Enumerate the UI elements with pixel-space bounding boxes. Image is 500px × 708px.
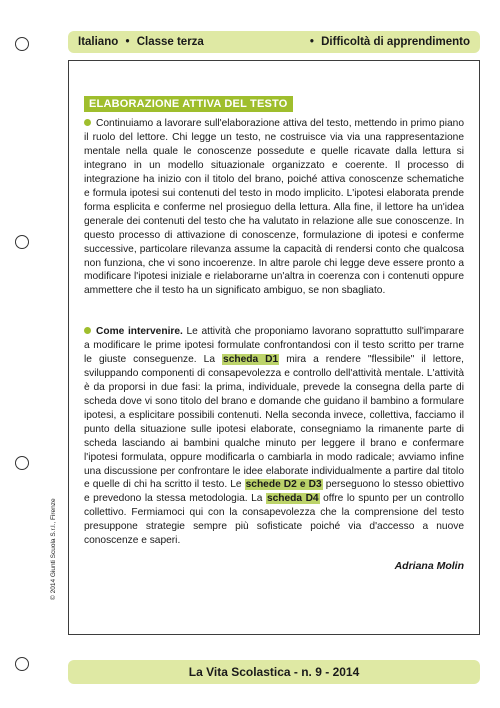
header-subject: Italiano [78,36,119,48]
paragraph-text-b: mira a rendere "flessibile" il lettore, sviluppando componenti di consapevolezza e controllo dell'attività mentale. L'attività è da proporsi in due fasi: la prima, individuale, prevede la consegna della parte di scheda dove vi sono titolo del brano e domande che guidano il bambino a formulare ipotesi, a esplicitare possibili contenuti. Nella seconda invece, collettiva, facciamo il punto della situazione sulle ipotesi elaborate, consegniamo la rimanente parte di scheda lasciando ai bambini qualche minuto per leggere il brano e confermare l'ipotesi formulata, oppure modificarla o cambiarla in modo radicale; avviamo infine una discussione per confrontare le idee elaborate individualmente a partire dal titolo e quelle di chi ha scritto il testo. Le [84,353,464,491]
header-bullet-right: • [309,36,314,48]
page-footer: La Vita Scolastica - n. 9 - 2014 [68,660,480,684]
binder-hole-3 [15,456,29,470]
header-topic: Difficoltà di apprendimento [321,36,470,48]
scheda-d4-highlight: scheda D4 [266,493,319,505]
paragraph-intro [84,117,464,298]
header-class: Classe terza [136,36,204,48]
section-title: ELABORAZIONE ATTIVA DEL TESTO [84,96,293,112]
binder-hole-1 [15,37,29,51]
paragraph-intro-text: Continuiamo a lavorare sull'elaborazione attiva del testo, mettendo in primo piano il ruolo del lettore. Chi legge un testo, ne costruisce via via una rappresentazione mentale nella quale le conoscenze possedute e quelle ricavate dalla lettura si integrano in un modello situazionale organizzato e coerente. Il processo di integrazione ha inizio con il titolo del brano, poiché attiva conoscenze schematiche e formula ipotesi sui contenuti del testo in modo implicito. L'ipotesi elaborata prende forma esplicita e conferme nel prosieguo della lettura. Alla fine, il lettore ha un'idea generale dei contenuti del testo che ha valutato in relazione alle sue conoscenze. In questo processo di attivazione di conoscenze, formulazione di ipotesi e conferme successive, particolare rilevanza assume la capacità di rendersi conto che qualcosa non funziona, che vi sono incoerenze. In altre parole chi legge deve essere pronto a modificare l'ipotesi iniziale e rielaborarne un'altra in coerenza con i contenuti oppure ammettere che il testo ha un significato ambiguo, se non sbagliato. [84,118,464,297]
paragraph-text-a: Le attività che proponiamo lavorano soprattutto sull'imparare a modificare le prime ipotesi formulate confrontandosi con il testo scritto per trarne le giuste conseguenze. La [84,326,464,365]
paragraph-how-to-intervene [84,325,464,548]
binder-hole-2 [15,235,29,249]
paragraph-text-d: offre lo spunto per un controllo collettivo. Fermiamoci qui con la consapevolezza che la comprensione del testo presuppone strategie sempre più sofisticate poiché via d'accesso a nuove conoscenze e saperi. [84,493,464,547]
schede-d2-d3-highlight: schede D2 e D3 [245,479,322,491]
header-left [78,36,204,48]
paragraph-text-c: perseguono lo stesso obiettivo e prevedono la stessa metodologia. La [84,479,465,505]
bullet-icon [84,119,91,126]
author-signature: Adriana Molin [394,560,464,572]
binder-hole-4 [15,657,29,671]
paragraph-lead: Come intervenire. [96,326,183,337]
copyright-notice: © 2014 Giunti Scuola S.r.l., Firenze [50,498,57,600]
page-header [68,31,480,53]
header-bullet: • [125,36,130,48]
scheda-d1-highlight: scheda D1 [223,353,279,365]
header-right [306,36,470,48]
bullet-icon [84,327,91,334]
